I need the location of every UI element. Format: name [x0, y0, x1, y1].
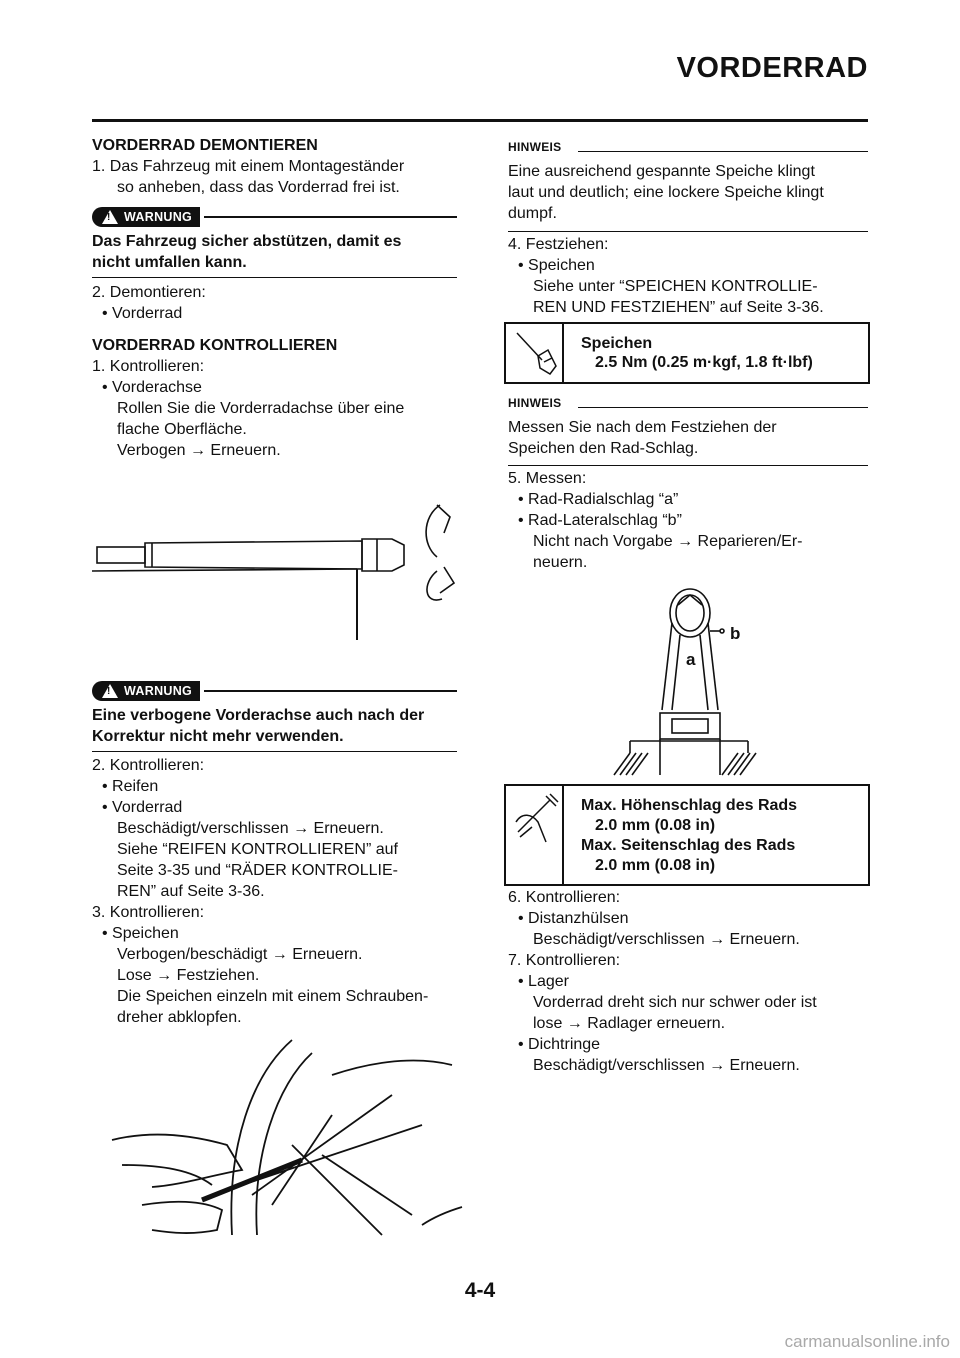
spec-value: 2.0 mm (0.08 in) — [595, 817, 716, 834]
step-text: 7. Kontrollieren: — [508, 952, 621, 969]
spec-value: 2.5 Nm (0.25 m·kgf, 1.8 ft·lbf) — [595, 354, 813, 371]
note-text: laut und deutlich; eine lockere Speiche klingt — [508, 184, 824, 201]
warning-badge — [92, 681, 200, 701]
bullet-text: • Vorderachse — [102, 379, 202, 396]
bullet-text: • Lager — [518, 973, 569, 990]
spec-title: Max. Höhenschlag des Rads — [581, 797, 798, 814]
note-text: Eine ausreichend gespannte Speiche klingt — [508, 163, 815, 180]
figure-label-b: b — [730, 624, 741, 643]
step-text: Beschädigt/verschlissen → Erneuern. — [117, 820, 384, 837]
hinweis-end-rule — [508, 465, 868, 466]
step-text: Verbogen → Erneuern. — [117, 442, 281, 459]
step-text: 4. Festziehen: — [508, 236, 609, 253]
watermark: carmanualsonline.info — [784, 1332, 950, 1351]
bullet-text: • Speichen — [102, 925, 179, 942]
page-number: 4-4 — [464, 1279, 496, 1302]
section-title-demontieren: VORDERRAD DEMONTIEREN — [92, 137, 318, 154]
torque-wrench-icon — [512, 328, 558, 378]
warning-header — [92, 206, 457, 228]
warning-label: WARNUNG — [124, 684, 193, 698]
step-text: Seite 3-35 und “RÄDER KONTROLLIE- — [117, 862, 398, 879]
step-text: 2. Demontieren: — [92, 284, 206, 301]
figure-label-a: a — [686, 650, 696, 669]
bullet-text: • Vorderrad — [102, 799, 183, 816]
warning-triangle-icon: ! — [102, 210, 118, 224]
warning-badge — [92, 207, 200, 227]
warning-end-rule — [92, 751, 457, 752]
warning-header — [92, 680, 457, 702]
bullet-text: • Rad-Lateralschlag “b” — [518, 512, 682, 529]
section-title-kontrollieren: VORDERRAD KONTROLLIEREN — [92, 337, 338, 354]
bullet-text: • Distanzhülsen — [518, 910, 629, 927]
warning-text: Korrektur nicht mehr verwenden. — [92, 728, 344, 745]
step-text: 1. Das Fahrzeug mit einem Montageständer — [92, 158, 405, 175]
spec-box-torque — [504, 322, 870, 384]
bullet-text: • Reifen — [102, 778, 159, 795]
step-text: Siehe “REIFEN KONTROLLIEREN” auf — [117, 841, 398, 858]
warning-rule — [204, 216, 457, 218]
warning-text: Das Fahrzeug sicher abstützen, damit es — [92, 233, 402, 250]
step-text: Nicht nach Vorgabe → Reparieren/Er- — [533, 533, 803, 550]
step-text: 5. Messen: — [508, 470, 587, 487]
step-text: 2. Kontrollieren: — [92, 757, 205, 774]
hinweis-rule — [578, 151, 868, 152]
caliper-gauge-icon — [510, 792, 560, 847]
step-text: 1. Kontrollieren: — [92, 358, 205, 375]
step-text: REN UND FESTZIEHEN” auf Seite 3-36. — [533, 299, 824, 316]
step-text: Vorderrad dreht sich nur schwer oder ist — [533, 994, 817, 1011]
step-text: neuern. — [533, 554, 588, 571]
warning-end-rule — [92, 277, 457, 278]
spec-divider — [562, 324, 564, 382]
step-text: 3. Kontrollieren: — [92, 904, 205, 921]
step-text: Rollen Sie die Vorderradachse über eine — [117, 400, 405, 417]
note-text: Messen Sie nach dem Festziehen der — [508, 419, 777, 436]
hinweis-end-rule — [508, 231, 868, 232]
step-text: lose → Radlager erneuern. — [533, 1015, 726, 1032]
note-text: Speichen den Rad-Schlag. — [508, 440, 699, 457]
bullet-text: • Rad-Radialschlag “a” — [518, 491, 679, 508]
header-rule — [92, 119, 868, 122]
step-text: so anheben, dass das Vorderrad frei ist. — [117, 179, 400, 196]
spec-title: Speichen — [581, 335, 653, 352]
warning-label: WARNUNG — [124, 210, 193, 224]
spec-value: 2.0 mm (0.08 in) — [595, 857, 716, 874]
step-text: dreher abklopfen. — [117, 1009, 242, 1026]
note-text: dumpf. — [508, 205, 557, 222]
hinweis-label: HINWEIS — [508, 396, 562, 410]
step-text: REN” auf Seite 3-36. — [117, 883, 265, 900]
wheel-runout-illustration — [600, 585, 760, 780]
bullet-text: • Vorderrad — [102, 305, 183, 322]
step-text: Die Speichen einzeln mit einem Schrauben- — [117, 988, 429, 1005]
step-text: Beschädigt/verschlissen → Erneuern. — [533, 1057, 800, 1074]
spec-box-runout — [504, 784, 870, 886]
warning-triangle-icon: ! — [102, 684, 118, 698]
step-text: flache Oberfläche. — [117, 421, 247, 438]
hinweis-label: HINWEIS — [508, 140, 562, 154]
warning-text: nicht umfallen kann. — [92, 254, 247, 271]
step-text: 6. Kontrollieren: — [508, 889, 621, 906]
warning-rule — [204, 690, 457, 692]
spec-title: Max. Seitenschlag des Rads — [581, 837, 796, 854]
spec-divider — [562, 786, 564, 884]
warning-text: Eine verbogene Vorderachse auch nach der — [92, 707, 425, 724]
hinweis-rule — [578, 407, 868, 408]
bullet-text: • Speichen — [518, 257, 595, 274]
page-title: VORDERRAD — [676, 52, 868, 84]
step-text: Siehe unter “SPEICHEN KONTROLLIE- — [533, 278, 818, 295]
spoke-tapping-illustration — [92, 1035, 462, 1240]
step-text: Lose → Festziehen. — [117, 967, 260, 984]
bullet-text: • Dichtringe — [518, 1036, 601, 1053]
step-text: Beschädigt/verschlissen → Erneuern. — [533, 931, 800, 948]
axle-illustration — [92, 495, 462, 645]
step-text: Verbogen/beschädigt → Erneuern. — [117, 946, 363, 963]
